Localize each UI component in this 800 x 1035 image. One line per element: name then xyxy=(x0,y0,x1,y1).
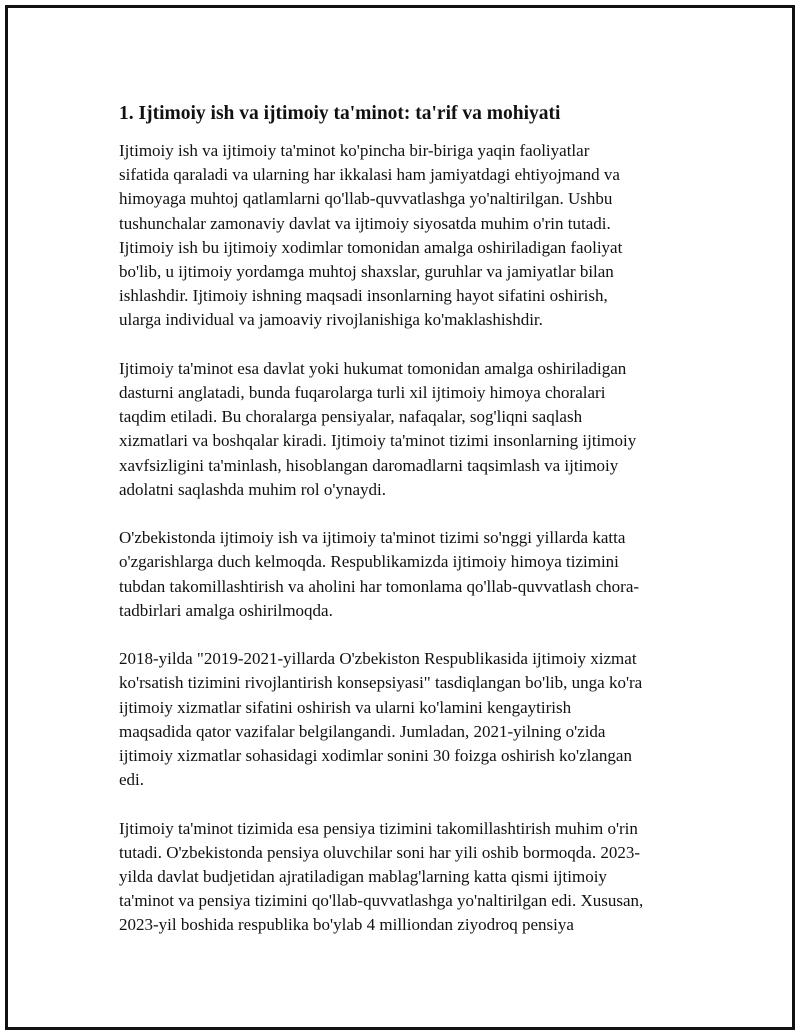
section-heading: 1. Ijtimoiy ish va ijtimoiy ta'minot: ta'rif va mohiyati xyxy=(119,103,561,124)
text-line: Ijtimoiy ta'minot esa davlat yoki hukumat tomonidan amalga oshiriladigan xyxy=(119,358,627,378)
text-line: xizmatlari va boshqalar kiradi. Ijtimoiy ta'minot tizimi insonlarning ijtimoiy xyxy=(119,431,637,451)
paragraph-3 xyxy=(119,526,694,623)
text-line: taqdim etiladi. Bu choralarga pensiyalar, nafaqalar, sog'liqni saqlash xyxy=(119,407,583,427)
text-line: bo'lib, u ijtimoiy yordamga muhtoj shaxslar, guruhlar va jamiyatlar bilan xyxy=(119,262,614,282)
text-line: 2018-yilda "2019-2021-yillarda O'zbekiston Respublikasida ijtimoiy xizmat xyxy=(119,649,637,669)
paragraph-4 xyxy=(119,647,694,792)
text-line: himoyaga muhtoj qatlamlarni qo'llab-quvvatlashga yo'naltirilgan. Ushbu xyxy=(119,189,613,209)
text-line: dasturni anglatadi, bunda fuqarolarga turli xil ijtimoiy himoya choralari xyxy=(119,383,606,403)
paragraph-1 xyxy=(119,139,694,333)
paragraph-5 xyxy=(119,817,694,938)
text-line: tubdan takomillashtirish va aholini har tomonlama qo'llab-quvvatlash chora- xyxy=(119,576,640,596)
text-line: Ijtimoiy ish bu ijtimoiy xodimlar tomonidan amalga oshiriladigan faoliyat xyxy=(119,237,623,257)
text-line: xavfsizligini ta'minlash, hisoblangan daromadlarni taqsimlash va ijtimoiy xyxy=(119,455,619,475)
text-line: edi. xyxy=(119,770,145,790)
text-line: ko'rsatish tizimini rivojlantirish konsepsiyasi" tasdiqlangan bo'lib, unga ko'ra xyxy=(119,673,643,693)
page-frame xyxy=(5,5,795,1030)
text-line: O'zbekistonda ijtimoiy ish va ijtimoiy ta'minot tizimi so'nggi yillarda katta xyxy=(119,528,626,548)
document-content xyxy=(119,101,694,962)
text-line: adolatni saqlashda muhim rol o'ynaydi. xyxy=(119,479,386,499)
text-line: maqsadida qator vazifalar belgilangandi. Jumladan, 2021-yilning o'zida xyxy=(119,721,606,741)
text-line: tushunchalar zamonaviy davlat va ijtimoiy siyosatda muhim o'rin tutadi. xyxy=(119,213,611,233)
text-line: tutadi. O'zbekistonda pensiya oluvchilar soni har yili oshib bormoqda. 2023- xyxy=(119,842,640,862)
text-line: 2023-yil boshida respublika bo'ylab 4 milliondan ziyodroq pensiya xyxy=(119,915,574,935)
paragraph-2 xyxy=(119,357,694,502)
text-line: ta'minot va pensiya tizimini qo'llab-quvvatlashga yo'naltirilgan edi. Xususan, xyxy=(119,891,644,911)
text-line: o'zgarishlarga duch kelmoqda. Respublikamizda ijtimoiy himoya tizimini xyxy=(119,552,619,572)
text-line: ijtimoiy xizmatlar sohasidagi xodimlar sonini 30 foizga oshirish ko'zlangan xyxy=(119,746,632,766)
text-line: ijtimoiy xizmatlar sifatini oshirish va ularni ko'lamini kengaytirish xyxy=(119,697,572,717)
text-line: ularga individual va jamoaviy rivojlanishiga ko'maklashishdir. xyxy=(119,310,543,330)
text-line: Ijtimoiy ta'minot tizimida esa pensiya tizimini takomillashtirish muhim o'rin xyxy=(119,818,638,838)
text-line: tadbirlari amalga oshirilmoqda. xyxy=(119,600,333,620)
text-line: sifatida qaraladi va ularning har ikkalasi ham jamiyatdagi ehtiyojmand va xyxy=(119,165,620,185)
text-line: yilda davlat budjetidan ajratiladigan mablag'larning katta qismi ijtimoiy xyxy=(119,867,607,887)
text-line: ishlashdir. Ijtimoiy ishning maqsadi insonlarning hayot sifatini oshirish, xyxy=(119,286,608,306)
text-line: Ijtimoiy ish va ijtimoiy ta'minot ko'pincha bir-biriga yaqin faoliyatlar xyxy=(119,141,590,160)
